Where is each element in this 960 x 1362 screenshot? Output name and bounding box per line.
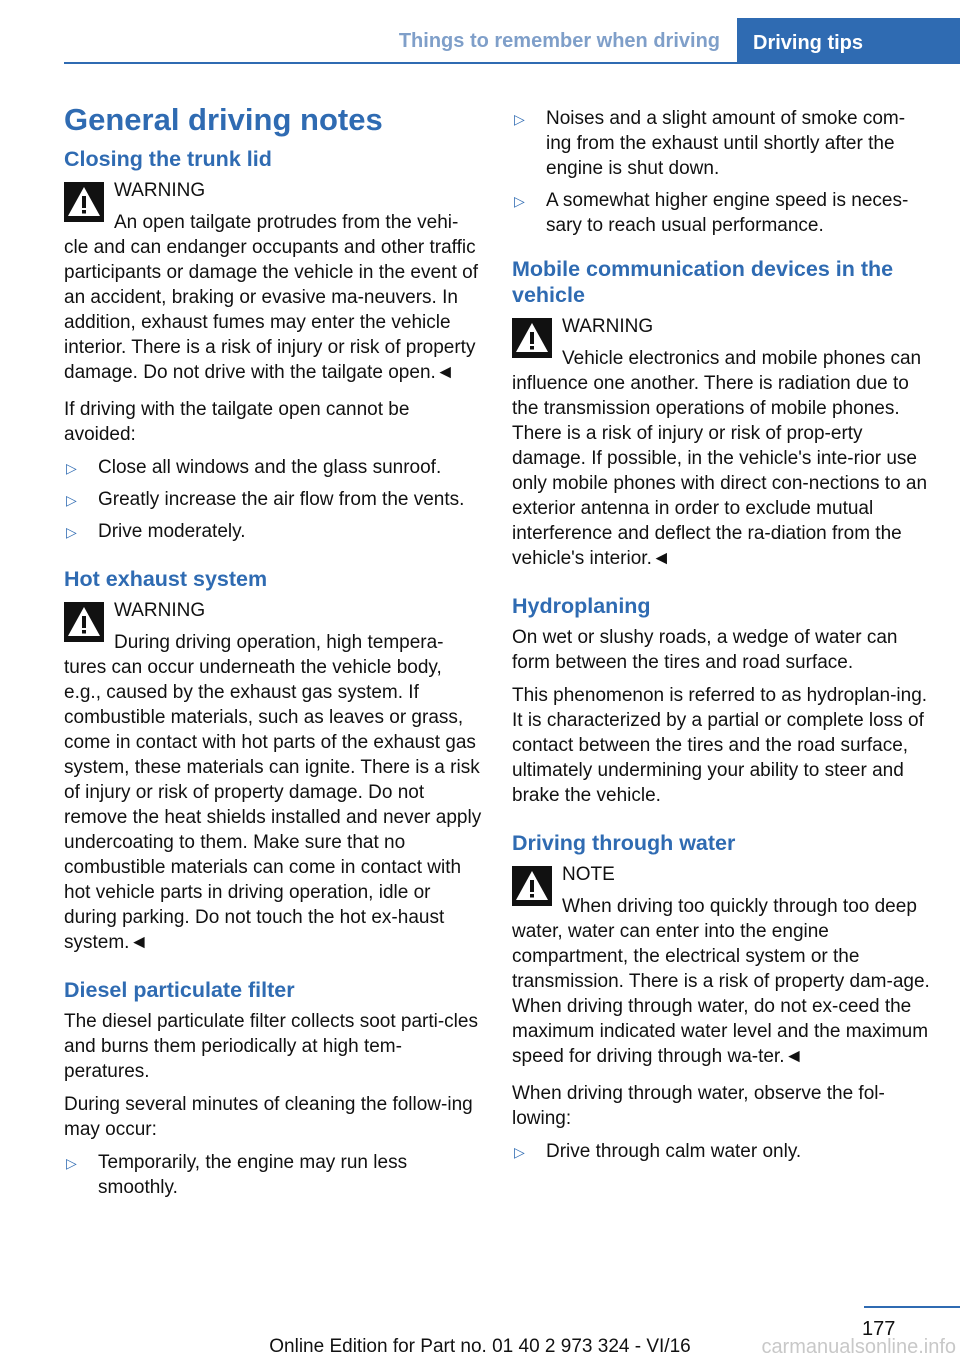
warning-triangle-icon — [512, 318, 552, 358]
warning-label: WARNING — [114, 180, 206, 201]
warning-triangle-icon — [512, 866, 552, 906]
note-block-water — [512, 862, 930, 1069]
paragraph: When driving through water, observe the fol-lowing: — [512, 1083, 885, 1129]
page-title: General driving notes — [64, 102, 383, 137]
header-rule — [64, 62, 960, 64]
triangle-right-icon: ▷ — [66, 492, 77, 508]
left-column — [64, 100, 482, 1208]
triangle-right-icon: ▷ — [514, 193, 525, 209]
warning-block-exhaust — [64, 598, 482, 955]
triangle-right-icon: ▷ — [514, 1144, 525, 1160]
list-item: ▷ Temporarily, the engine may run less smoothly. — [66, 1152, 408, 1198]
section-heading-water: Driving through water — [512, 831, 736, 855]
list-item: ▷ Close all windows and the glass sunroof. — [64, 455, 482, 480]
paragraph: On wet or slushy roads, a wedge of water can form between the tires and road surface. — [512, 627, 898, 673]
list-item: ▷ Noises and a slight amount of smoke com-ing from the exhaust until shortly after the engine is shut down. — [514, 108, 906, 179]
note-text: When driving too quickly through too deep water, water can enter into the engine compartment, the electrical system or the transmission. There is a risk of property dam-age. When driving through water, do not ex-ceed the maximum indicated water level and the maximum speed for driving through wa-ter.◄ — [512, 896, 930, 1067]
paragraph: If driving with the tailgate open cannot be avoided: — [64, 399, 410, 445]
bullet-list — [64, 455, 482, 544]
list-item: ▷ Drive through calm water only. — [512, 1139, 930, 1164]
watermark: carmanualsonline.info — [761, 1336, 956, 1358]
edition-text: Online Edition for Part no. 01 40 2 973 324 - VI/16 — [269, 1336, 691, 1357]
warning-text: Vehicle electronics and mobile phones can influence one another. There is radiation due to the transmission operations of mobile phones. There is a risk of injury or risk of prop-erty damage. If possible, in the vehicle's inte-rior use only mobile phones with direct con-nections to an exterior antenna in order to exclude mutual interference and deflect the ra-diation from the vehicle's interior.◄ — [512, 348, 928, 569]
note-label: NOTE — [562, 864, 615, 885]
bullet-list-continued — [512, 106, 930, 238]
warning-text: An open tailgate protrudes from the vehi-cle and can endanger occupants and other traffic participants or damage the vehicle in the event of an accident, braking or evasive ma-neuvers. In addition, exhaust fumes may enter the vehicle interior. There is a risk of injury or risk of property damage. Do not drive with the tailgate open.◄ — [64, 212, 479, 383]
warning-block-mobile — [512, 314, 930, 571]
warning-block-trunk — [64, 178, 482, 385]
footer-rule — [864, 1306, 960, 1308]
list-item: ▷ Greatly increase the air flow from the vents. — [64, 487, 482, 512]
right-column — [512, 100, 930, 1172]
warning-label: WARNING — [114, 600, 206, 621]
header-chapter-tab: Driving tips — [737, 18, 960, 64]
triangle-right-icon: ▷ — [66, 524, 77, 540]
paragraph: During several minutes of cleaning the follow-ing may occur: — [64, 1094, 473, 1140]
warning-triangle-icon — [64, 182, 104, 222]
list-item: ▷ A somewhat higher engine speed is neces-sary to reach usual performance. — [514, 190, 909, 236]
bullet-list — [64, 1150, 482, 1200]
section-heading-hydroplaning: Hydroplaning — [512, 594, 651, 618]
bullet-list — [512, 1139, 930, 1164]
header-section-title: Things to remember when driving — [398, 30, 720, 52]
warning-label: WARNING — [562, 316, 654, 337]
warning-triangle-icon — [64, 602, 104, 642]
warning-text: During driving operation, high tempera-tures can occur underneath the vehicle body, e.g., caused by the exhaust gas system. If combustible materials, such as leaves or grass, come in contact with hot parts of the exhaust gas system, these materials can ignite. There is a risk of injury or risk of property damage. Do not remove the heat shields installed and never apply undercoating to them. Make sure that no combustible materials can come in contact with hot vehicle parts in driving operation, idle or during parking. Do not touch the hot ex-haust system.◄ — [64, 632, 482, 953]
page-number: 177 — [862, 1318, 896, 1340]
section-heading-trunk: Closing the trunk lid — [64, 147, 272, 171]
section-heading-exhaust: Hot exhaust system — [64, 567, 268, 591]
triangle-right-icon: ▷ — [66, 460, 77, 476]
paragraph: The diesel particulate filter collects soot parti-cles and burns them periodically at high tem-peratures. — [64, 1011, 478, 1082]
triangle-right-icon: ▷ — [514, 111, 525, 127]
triangle-right-icon: ▷ — [66, 1155, 77, 1171]
section-heading-diesel: Diesel particulate filter — [64, 978, 295, 1002]
paragraph: This phenomenon is referred to as hydroplan-ing. It is characterized by a partial or complete loss of contact between the tires and the road surface, ultimately undermining your ability to steer and brake the vehicle. — [512, 685, 928, 806]
section-heading-mobile: Mobile communication devices in the vehicle — [512, 257, 894, 307]
list-item: ▷ Drive moderately. — [64, 519, 482, 544]
